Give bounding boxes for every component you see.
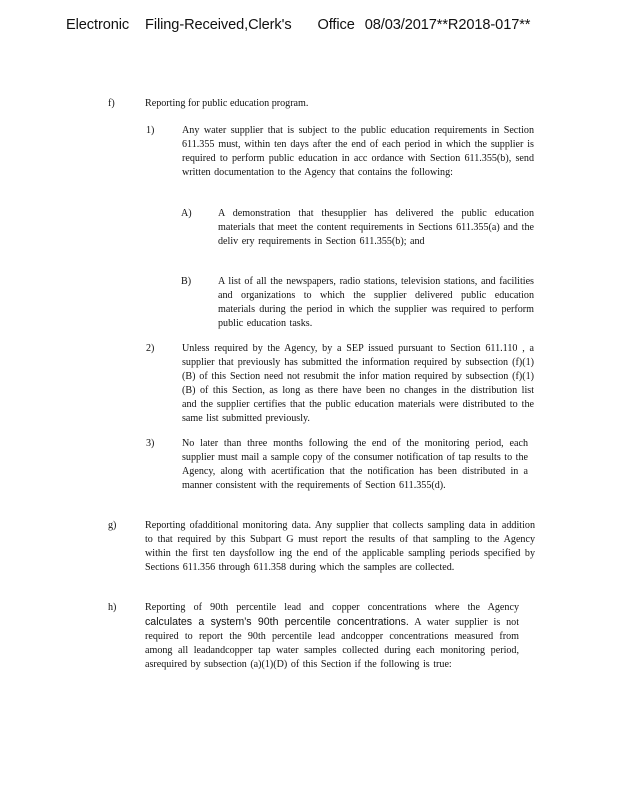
subparagraph-B-text: A list of all the newspapers, radio stations, television stations, and facilities and organizations to which the supplier delivered public education materials during the period in which the supplier was required to perform public education tasks. [218,276,534,329]
subsection-h-text-part2: calculates a system’s 90th percentile concentrations. [145,616,409,628]
header-electronic: Electronic [66,17,130,33]
paragraph-f1-marker: 1) [146,125,155,136]
header-date-docket: 08/03/2017**R2018-017** [364,17,531,33]
header-filing-received: Filing-Received,Clerk's [145,17,292,33]
header-office: Office [317,17,355,33]
paragraph-f2-marker: 2) [146,343,155,354]
subsection-h-text [145,601,519,672]
paragraph-f3-text: No later than three months following the end of the monitoring period, each supplier must mail a sample copy of the consumer notification of tap results to the Agency, along with acertification that the notification has been distributed in a manner consistent with the requirements of Section 611.355(d). [182,438,528,491]
subsection-g-marker: g) [108,520,117,531]
paragraph-f2-text: Unless required by the Agency, by a SEP issued pursuant to Section 611.110 , a supplier that previously has submitted the information required by subsection (f)(1)(B) of this Section need not resubmit the infor mation required by subsection (f)(1)(B) of this Section, as long as there have been no changes in the distribution list and the supplier certifies that the public education materials were distributed to the same list submitted previously. [182,343,534,424]
subsection-h-text-part1: Reporting of 90th percentile lead and copper concentrations where the Agency [145,602,519,613]
subparagraph-A-text: A demonstration that thesupplier has delivered the public education materials that meet the content requirements in Sections 611.355(a) and the deliv ery requirements in Section 611.355(b); and [218,208,534,247]
filing-header [66,17,606,33]
paragraph-f1-text: Any water supplier that is subject to the public education requirements in Section 611.355 must, within ten days after the end of each period in which the supplier is required to perform public education in acc ordance with Section 611.355(b), send written documentation to the Agency that contains the following: [182,125,534,178]
paragraph-f3-marker: 3) [146,438,155,449]
subsection-h-text-part3: A water supplier is not required to report the 90th percentile lead andcopper concentrations measured from among all leadandcopper tap water samples collected during each monitoring period, asrequired by subsection (a)(1)(D) of this Section if the following is true: [145,617,520,670]
subsection-f-marker: f) [108,98,115,109]
subsection-f-heading: Reporting for public education program. [145,98,309,109]
subsection-g-text: Reporting ofadditional monitoring data. Any supplier that collects sampling data in addition to that required by this Subpart G must report the results of that sampling to the Agency within the first ten daysfollow ing the end of the applicable sampling periods specified by Sections 611.356 through 611.358 during which the samples are collected. [145,520,535,573]
subparagraph-A-marker: A) [181,208,192,219]
subparagraph-B-marker: B) [181,276,192,287]
subsection-h-marker: h) [108,602,117,613]
